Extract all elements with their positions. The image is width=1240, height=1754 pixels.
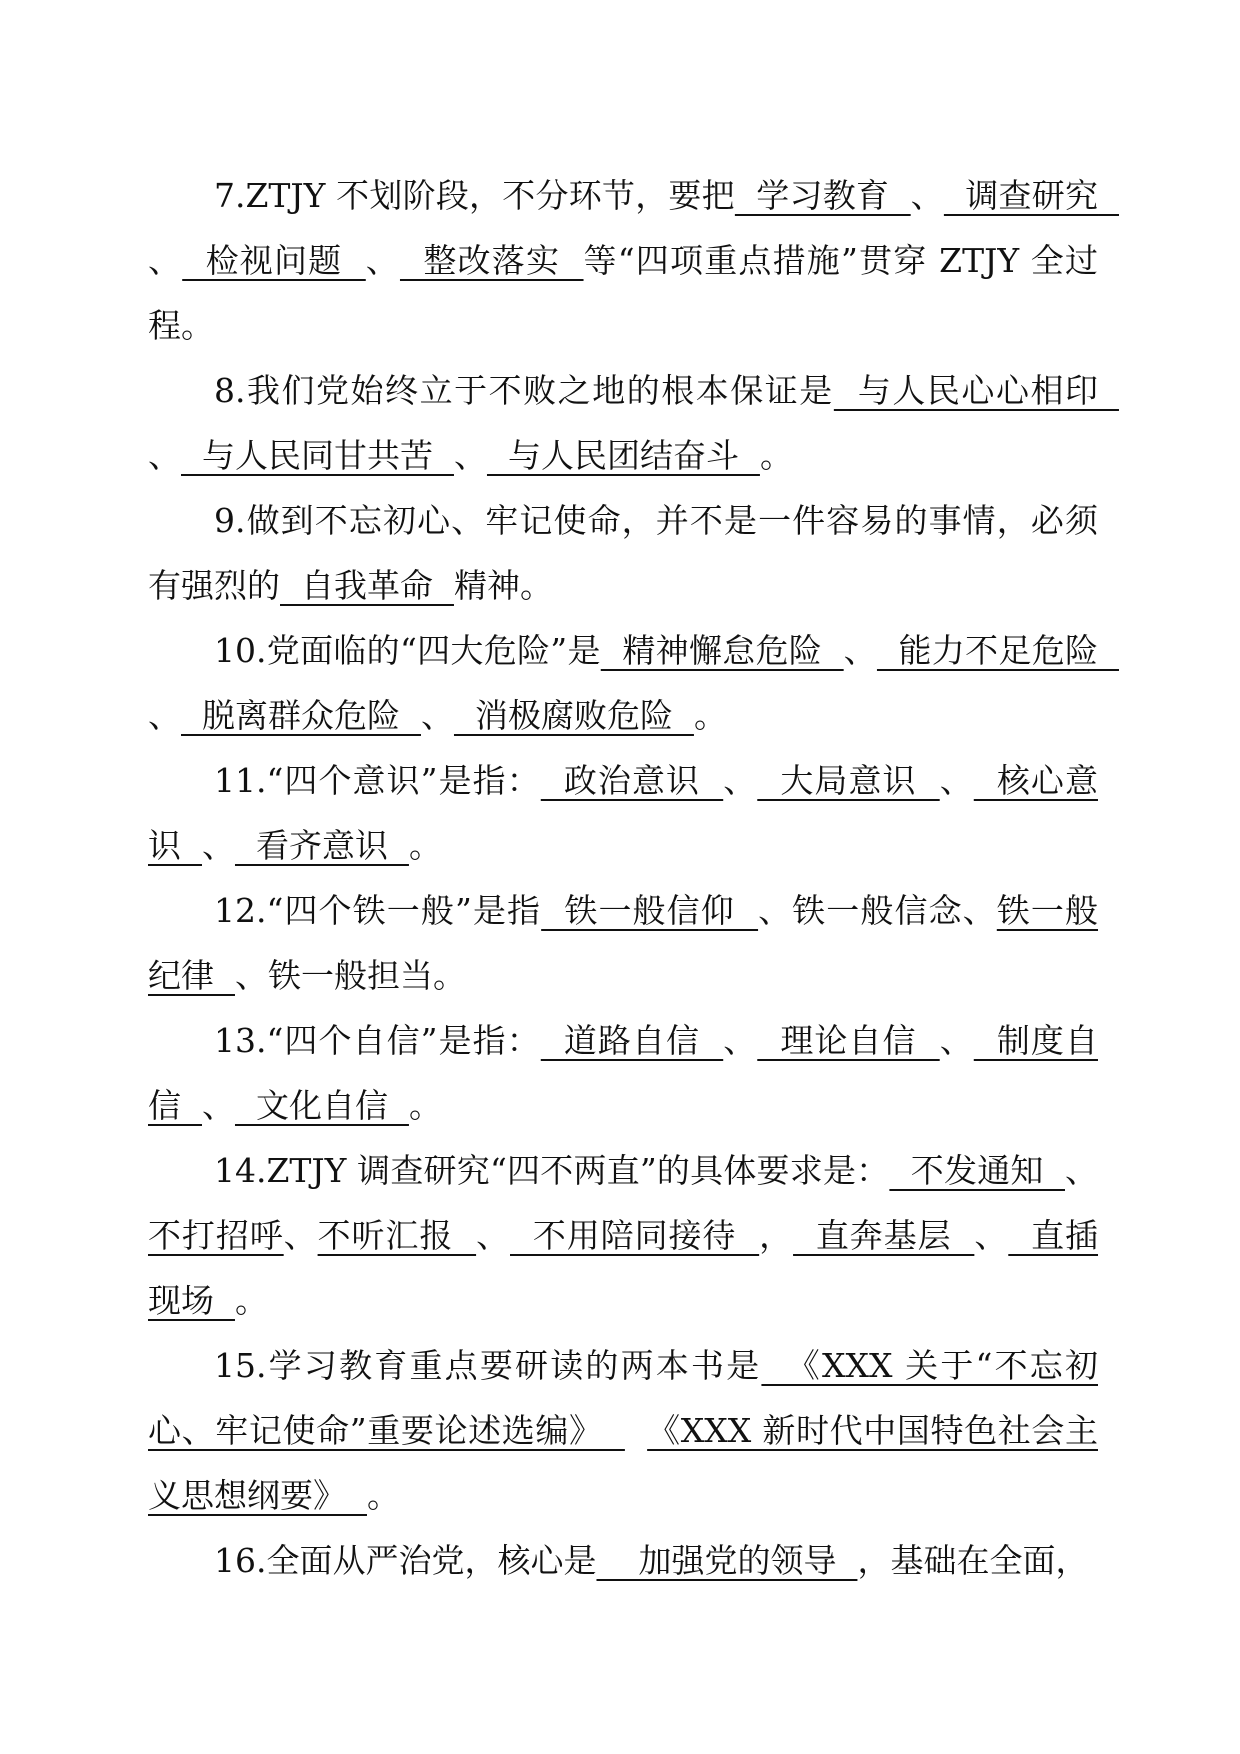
answer-blank: 直奔基层 (793, 1216, 975, 1255)
question-text: 。 (759, 436, 793, 475)
question-text: 、 (453, 436, 487, 475)
question-paragraph (148, 1138, 1098, 1333)
answer-blank: 铁一般纪律 (148, 891, 1099, 995)
question-text: 、 (723, 761, 758, 800)
question-text: 、 (843, 631, 877, 670)
answer-blank: 看齐意识 (234, 826, 409, 865)
question-text: 、 (201, 826, 235, 865)
answer-blank: 《XXX 关于“不忘初心、牢记使命”重要论述选编》 (148, 1346, 1098, 1450)
question-text: 、 (1065, 1151, 1098, 1190)
question-text: 。 (366, 1476, 400, 1515)
answer-blank: 直插现场 (148, 1216, 1099, 1320)
question-text (625, 1411, 647, 1450)
question-text: 11.“四个意识”是指： (214, 761, 541, 800)
question-text: 、铁一般担当。 (234, 956, 466, 995)
question-text: 13.“四个自信”是指： (214, 1021, 541, 1060)
answer-blank: 不打招呼 (148, 1216, 284, 1255)
question-text: 等“四项重点措施”贯穿 ZTJY 全过程。 (148, 241, 1098, 345)
question-text: 。 (408, 1086, 442, 1125)
question-text: 。 (234, 1281, 268, 1320)
answer-blank: 文化自信 (234, 1086, 409, 1125)
question-text: 16.全面从严治党，核心是 (214, 1541, 597, 1580)
question-text: 。 (693, 696, 727, 735)
answer-blank: 道路自信 (540, 1021, 724, 1060)
answer-blank: 脱离群众危险 (181, 696, 421, 735)
question-text: 、铁一般信念、 (758, 891, 997, 930)
question-text: 10.党面临的“四大危险”是 (214, 631, 601, 670)
answer-blank: 政治意识 (540, 761, 724, 800)
answer-blank: 与人民同甘共苦 (181, 436, 454, 475)
answer-blank: 铁一般信仰 (541, 891, 759, 930)
question-text: 、 (476, 1216, 510, 1255)
question-text: 。 (408, 826, 442, 865)
answer-blank: 大局意识 (757, 761, 940, 800)
answer-blank: 核心意识 (148, 761, 1098, 865)
question-paragraph (148, 358, 1119, 488)
answer-blank: 检视问题 (182, 241, 366, 280)
question-text: 7.ZTJY 不划阶段，不分环节，要把 (214, 176, 735, 215)
answer-blank: 加强党的领导 (596, 1541, 858, 1580)
question-text: 、 (910, 176, 944, 215)
answer-blank: 整改落实 (399, 241, 584, 280)
question-text: 、 (201, 1086, 235, 1125)
answer-blank: 消极腐败危险 (453, 696, 694, 735)
question-text: 9.做到不忘初心、牢记使命，并不是一件容易的事情，必须有强烈的 (148, 501, 1098, 605)
question-paragraph (148, 488, 1098, 618)
answer-blank: 精神懈怠危险 (600, 631, 844, 670)
answer-blank: 调查研究 (943, 176, 1119, 215)
question-paragraph (148, 618, 1119, 748)
question-paragraph (148, 878, 1098, 1008)
question-paragraph (148, 748, 1098, 878)
answer-blank: 不用陪同接待 (510, 1216, 760, 1255)
question-text: 、 (939, 761, 974, 800)
answer-blank: 自我革命 (280, 566, 454, 605)
question-text: 8.我们党始终立于不败之地的根本保证是 (214, 371, 834, 410)
question-text: 、 (148, 436, 181, 475)
question-paragraph (148, 1528, 1098, 1593)
answer-blank: 理论自信 (757, 1021, 940, 1060)
question-paragraph (148, 163, 1119, 358)
answer-blank: 制度自信 (148, 1021, 1098, 1125)
answer-blank: 能力不足危险 (876, 631, 1119, 670)
question-text: 12.“四个铁一般”是指 (214, 891, 542, 930)
question-text: 、 (974, 1216, 1009, 1255)
question-text: ， (759, 1216, 794, 1255)
question-text: 精神。 (453, 566, 553, 605)
question-text: 、 (723, 1021, 758, 1060)
answer-blank: 《XXX 新时代中国特色社会主义思想纲要》 (148, 1411, 1098, 1515)
question-text: 、 (420, 696, 454, 735)
question-text: 、 (148, 241, 183, 280)
question-text: 、 (939, 1021, 974, 1060)
document-page (148, 163, 1119, 1593)
question-paragraph (148, 1008, 1098, 1138)
answer-blank: 不听汇报 (317, 1216, 477, 1255)
answer-blank: 与人民心心相印 (833, 371, 1119, 410)
answer-blank: 与人民团结奋斗 (486, 436, 760, 475)
answer-blank: 学习教育 (734, 176, 911, 215)
answer-blank: 不发通知 (889, 1151, 1065, 1190)
question-text: ，基础在全面， (857, 1541, 1089, 1580)
question-text: 14.ZTJY 调查研究“四不两直”的具体要求是： (214, 1151, 890, 1190)
question-text: 、 (148, 696, 181, 735)
question-text: 15.学习教育重点要研读的两本书是 (214, 1346, 762, 1385)
question-text: 、 (365, 241, 400, 280)
question-paragraph (148, 1333, 1098, 1528)
question-text: 、 (283, 1216, 318, 1255)
